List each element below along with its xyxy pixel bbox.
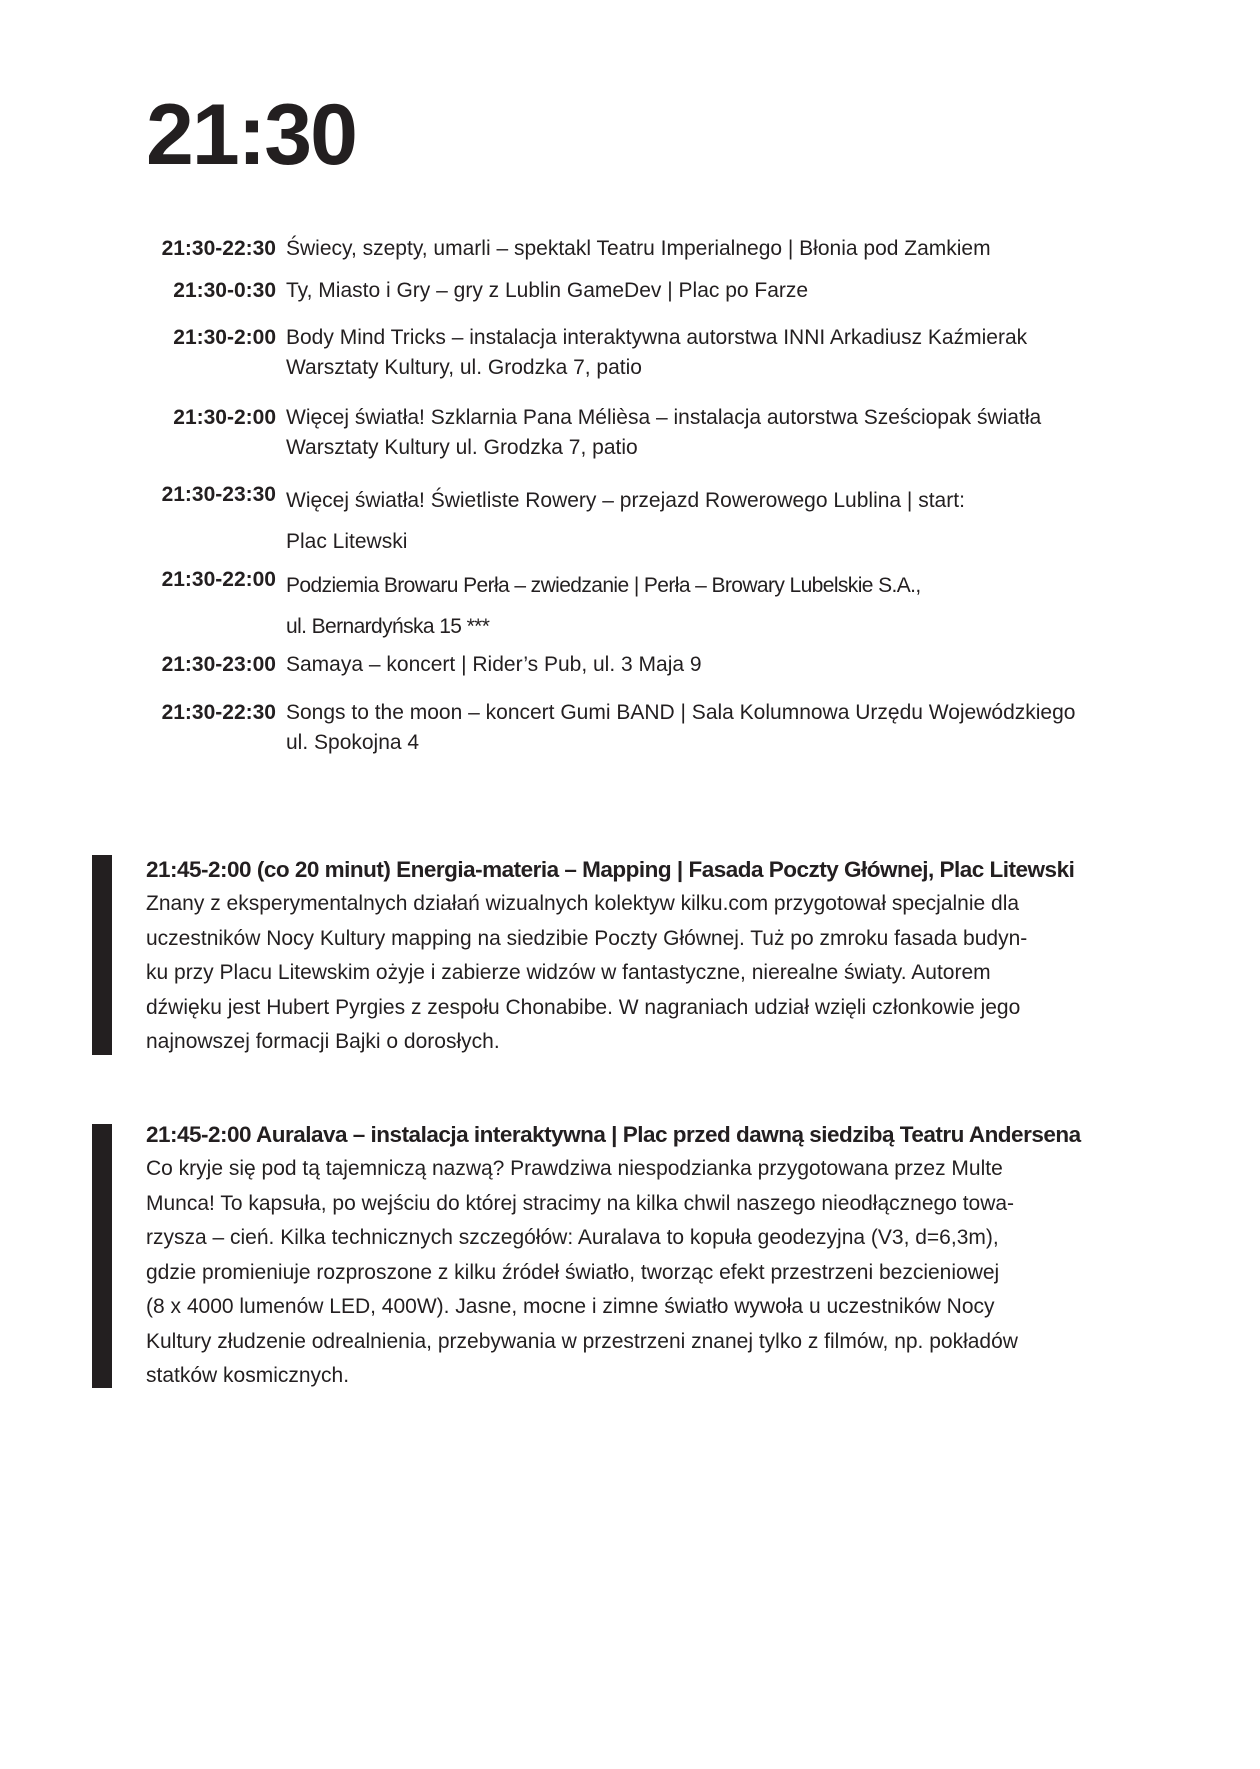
- schedule-line: Podziemia Browaru Perła – zwiedzanie | Perła – Browary Lubelskie S.A.,: [286, 574, 921, 597]
- feature-body-line: (8 x 4000 lumenów LED, 400W). Jasne, mocne i zimne światło wywoła u uczestników Nocy: [146, 1295, 995, 1318]
- feature-body-line: rzysza – cień. Kilka technicznych szczegółów: Auralava to kopuła geodezyjna (V3, d=6,3m),: [146, 1226, 999, 1249]
- schedule-description: [286, 565, 1186, 647]
- feature-title: 21:45-2:00 (co 20 minut) Energia-materia – Mapping | Fasada Poczty Głównej, Plac Litewski: [146, 857, 1075, 882]
- schedule-line: ul. Bernardyńska 15 ***: [286, 615, 490, 638]
- feature-body-line: Kultury złudzenie odrealnienia, przebywania w przestrzeni znanej tylko z filmów, np. pokładów: [146, 1329, 1018, 1353]
- schedule-description: [286, 698, 1186, 758]
- schedule-description: [286, 650, 1186, 680]
- schedule-description: [286, 234, 1186, 264]
- schedule-line: Samaya – koncert | Rider’s Pub, ul. 3 Maja 9: [286, 653, 702, 676]
- page-heading-time: 21:30: [146, 87, 356, 183]
- feature-body-line: dźwięku jest Hubert Pyrgies z zespołu Chonabibe. W nagraniach udział wzięli członkowie jego: [146, 995, 1021, 1019]
- schedule-line: Body Mind Tricks – instalacja interaktywna autorstwa INNI Arkadiusz Kaźmierak: [286, 326, 1028, 349]
- feature-body-line: najnowszej formacji Bajki o dorosłych.: [146, 1030, 500, 1053]
- schedule-description: [286, 480, 1186, 562]
- schedule-line: Więcej światła! Szklarnia Pana Mélièsa – instalacja autorstwa Sześciopak światła: [286, 406, 1042, 429]
- feature-body-line: Znany z eksperymentalnych działań wizualnych kolektyw kilku.com przygotował specjalnie dla: [146, 892, 1020, 915]
- schedule-description: [286, 323, 1186, 383]
- feature-body: [146, 1152, 1186, 1394]
- feature-body-line: gdzie promieniuje rozproszone z kilku źródeł światło, tworząc efekt przestrzeni bezcieniowej: [146, 1260, 1000, 1284]
- schedule-line: Więcej światła! Świetliste Rowery – przejazd Rowerowego Lublina | start:: [286, 489, 965, 512]
- accent-bar: [92, 1124, 112, 1388]
- feature-body-line: Co kryje się pod tą tajemniczą nazwą? Prawdziwa niespodzianka przygotowana przez Multe: [146, 1157, 1003, 1180]
- schedule-line: Świecy, szepty, umarli – spektakl Teatru Imperialnego | Błonia pod Zamkiem: [286, 237, 991, 260]
- schedule-line: Ty, Miasto i Gry – gry z Lublin GameDev | Plac po Farze: [286, 279, 809, 302]
- schedule-description: [286, 403, 1186, 463]
- feature-body-line: statków kosmicznych.: [146, 1364, 350, 1387]
- schedule-line: Warsztaty Kultury, ul. Grodzka 7, patio: [286, 356, 642, 379]
- schedule-line: ul. Spokojna 4: [286, 731, 420, 754]
- schedule-time: 21:30-0:30: [173, 279, 276, 302]
- schedule-time: 21:30-2:00: [173, 406, 276, 429]
- schedule-time: 21:30-22:30: [161, 237, 276, 260]
- accent-bar: [92, 855, 112, 1055]
- schedule-line: Plac Litewski: [286, 530, 408, 553]
- schedule-time: 21:30-23:30: [161, 483, 276, 506]
- schedule-time: 21:30-2:00: [173, 326, 276, 349]
- schedule-line: Warsztaty Kultury ul. Grodzka 7, patio: [286, 436, 638, 459]
- feature-body: [146, 887, 1186, 1060]
- feature-body-line: uczestników Nocy Kultury mapping na siedzibie Poczty Głównej. Tuż po zmroku fasada budyn-: [146, 926, 1028, 950]
- feature-body-line: ku przy Placu Litewskim ożyje i zabierze widzów w fantastyczne, nierealne światy. Autorem: [146, 961, 991, 984]
- schedule-time: 21:30-23:00: [161, 653, 276, 676]
- feature-body-line: Munca! To kapsuła, po wejściu do której stracimy na kilka chwil naszego nieodłącznego towa-: [146, 1191, 1015, 1215]
- schedule-time: 21:30-22:30: [161, 701, 276, 724]
- schedule-line: Songs to the moon – koncert Gumi BAND | Sala Kolumnowa Urzędu Wojewódzkiego: [286, 701, 1076, 724]
- schedule-description: [286, 276, 1186, 306]
- feature-title: 21:45-2:00 Auralava – instalacja interaktywna | Plac przed dawną siedzibą Teatru Andersena: [146, 1122, 1081, 1147]
- schedule-time: 21:30-22:00: [161, 568, 276, 591]
